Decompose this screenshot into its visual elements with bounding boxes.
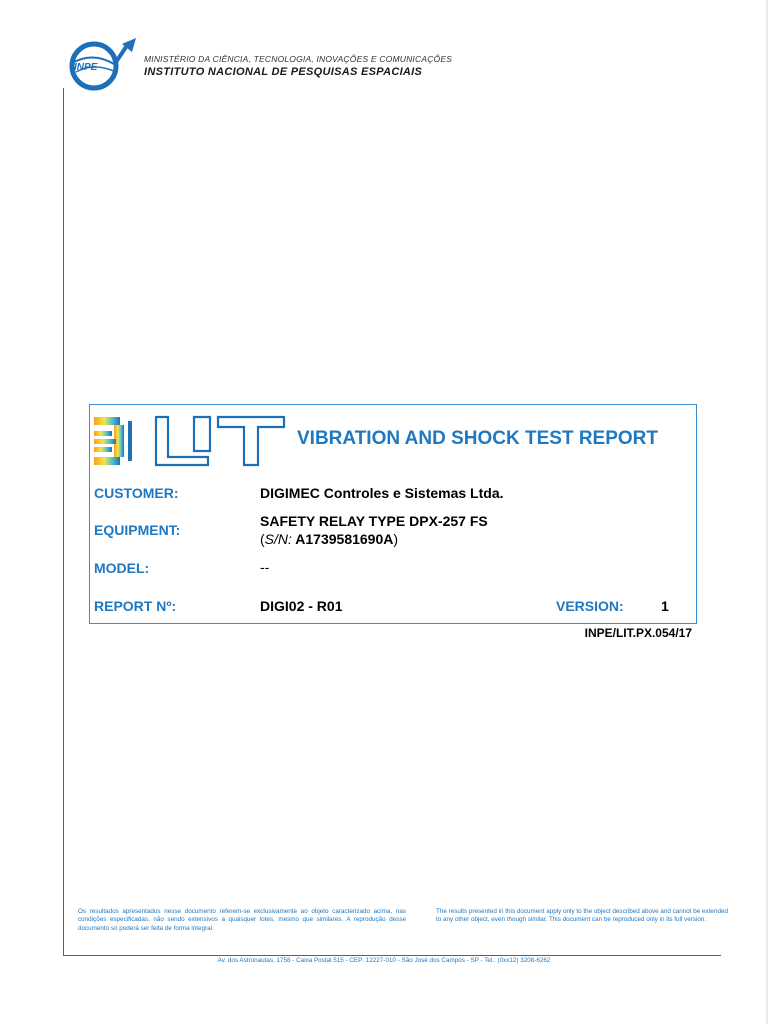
lit-logo bbox=[94, 413, 286, 469]
lit-letters bbox=[156, 417, 284, 465]
footer-address: Av. dos Astronautas, 1758 - Caixa Postal 515 - CEP: 12227-010 - São José dos Campos - SP - Tel.: (0xx12) 3208-6262 bbox=[217, 957, 551, 964]
serial-number bbox=[260, 531, 398, 547]
report-box bbox=[89, 404, 697, 624]
frame-vertical-line bbox=[63, 88, 64, 956]
equipment-value: SAFETY RELAY TYPE DPX-257 FS bbox=[260, 513, 488, 529]
serial-label: S/N: bbox=[264, 531, 292, 547]
report-number-value: DIGI02 - R01 bbox=[260, 598, 343, 614]
institute-name: INSTITUTO NACIONAL DE PESQUISAS ESPACIAIS bbox=[144, 66, 423, 78]
frame-horizontal-line bbox=[63, 955, 721, 956]
version-label: VERSION: bbox=[556, 598, 624, 614]
model-label: MODEL: bbox=[94, 560, 150, 576]
customer-value: DIGIMEC Controles e Sistemas Ltda. bbox=[260, 485, 504, 501]
ministry-name: MINISTÉRIO DA CIÊNCIA, TECNOLOGIA, INOVAÇÕES E COMUNICAÇÕES bbox=[144, 54, 453, 64]
lit-heat-mark bbox=[94, 417, 132, 465]
serial-close-paren: ) bbox=[393, 531, 399, 547]
customer-label: CUSTOMER: bbox=[94, 485, 179, 501]
report-title: VIBRATION AND SHOCK TEST REPORT bbox=[297, 428, 659, 449]
model-value: -- bbox=[260, 559, 270, 575]
equipment-label: EQUIPMENT: bbox=[94, 522, 181, 538]
disclaimer-portuguese: Os resultados apresentados nesse documento referem-se exclusivamente ao objeto caracterizado acima, nas condições especificadas, não sendo extensivos a quaisquer lotes, mesmo que similares. A reprodução desse documento só poderá ser feita de forma integral. bbox=[78, 908, 406, 932]
serial-value: A1739581690A bbox=[295, 531, 394, 547]
serial-open-paren: ( bbox=[260, 531, 265, 547]
version-value: 1 bbox=[661, 598, 669, 614]
report-number-label: REPORT Nº: bbox=[94, 598, 177, 614]
document-code: INPE/LIT.PX.054/17 bbox=[584, 626, 692, 640]
logo-text: INPE bbox=[74, 62, 98, 73]
disclaimer-english: The results presented in this document apply only to the object described above and cannot be extended to any other object, even though similar. This document can be reproduced only in its full version. bbox=[436, 908, 728, 924]
inpe-logo bbox=[66, 34, 140, 94]
